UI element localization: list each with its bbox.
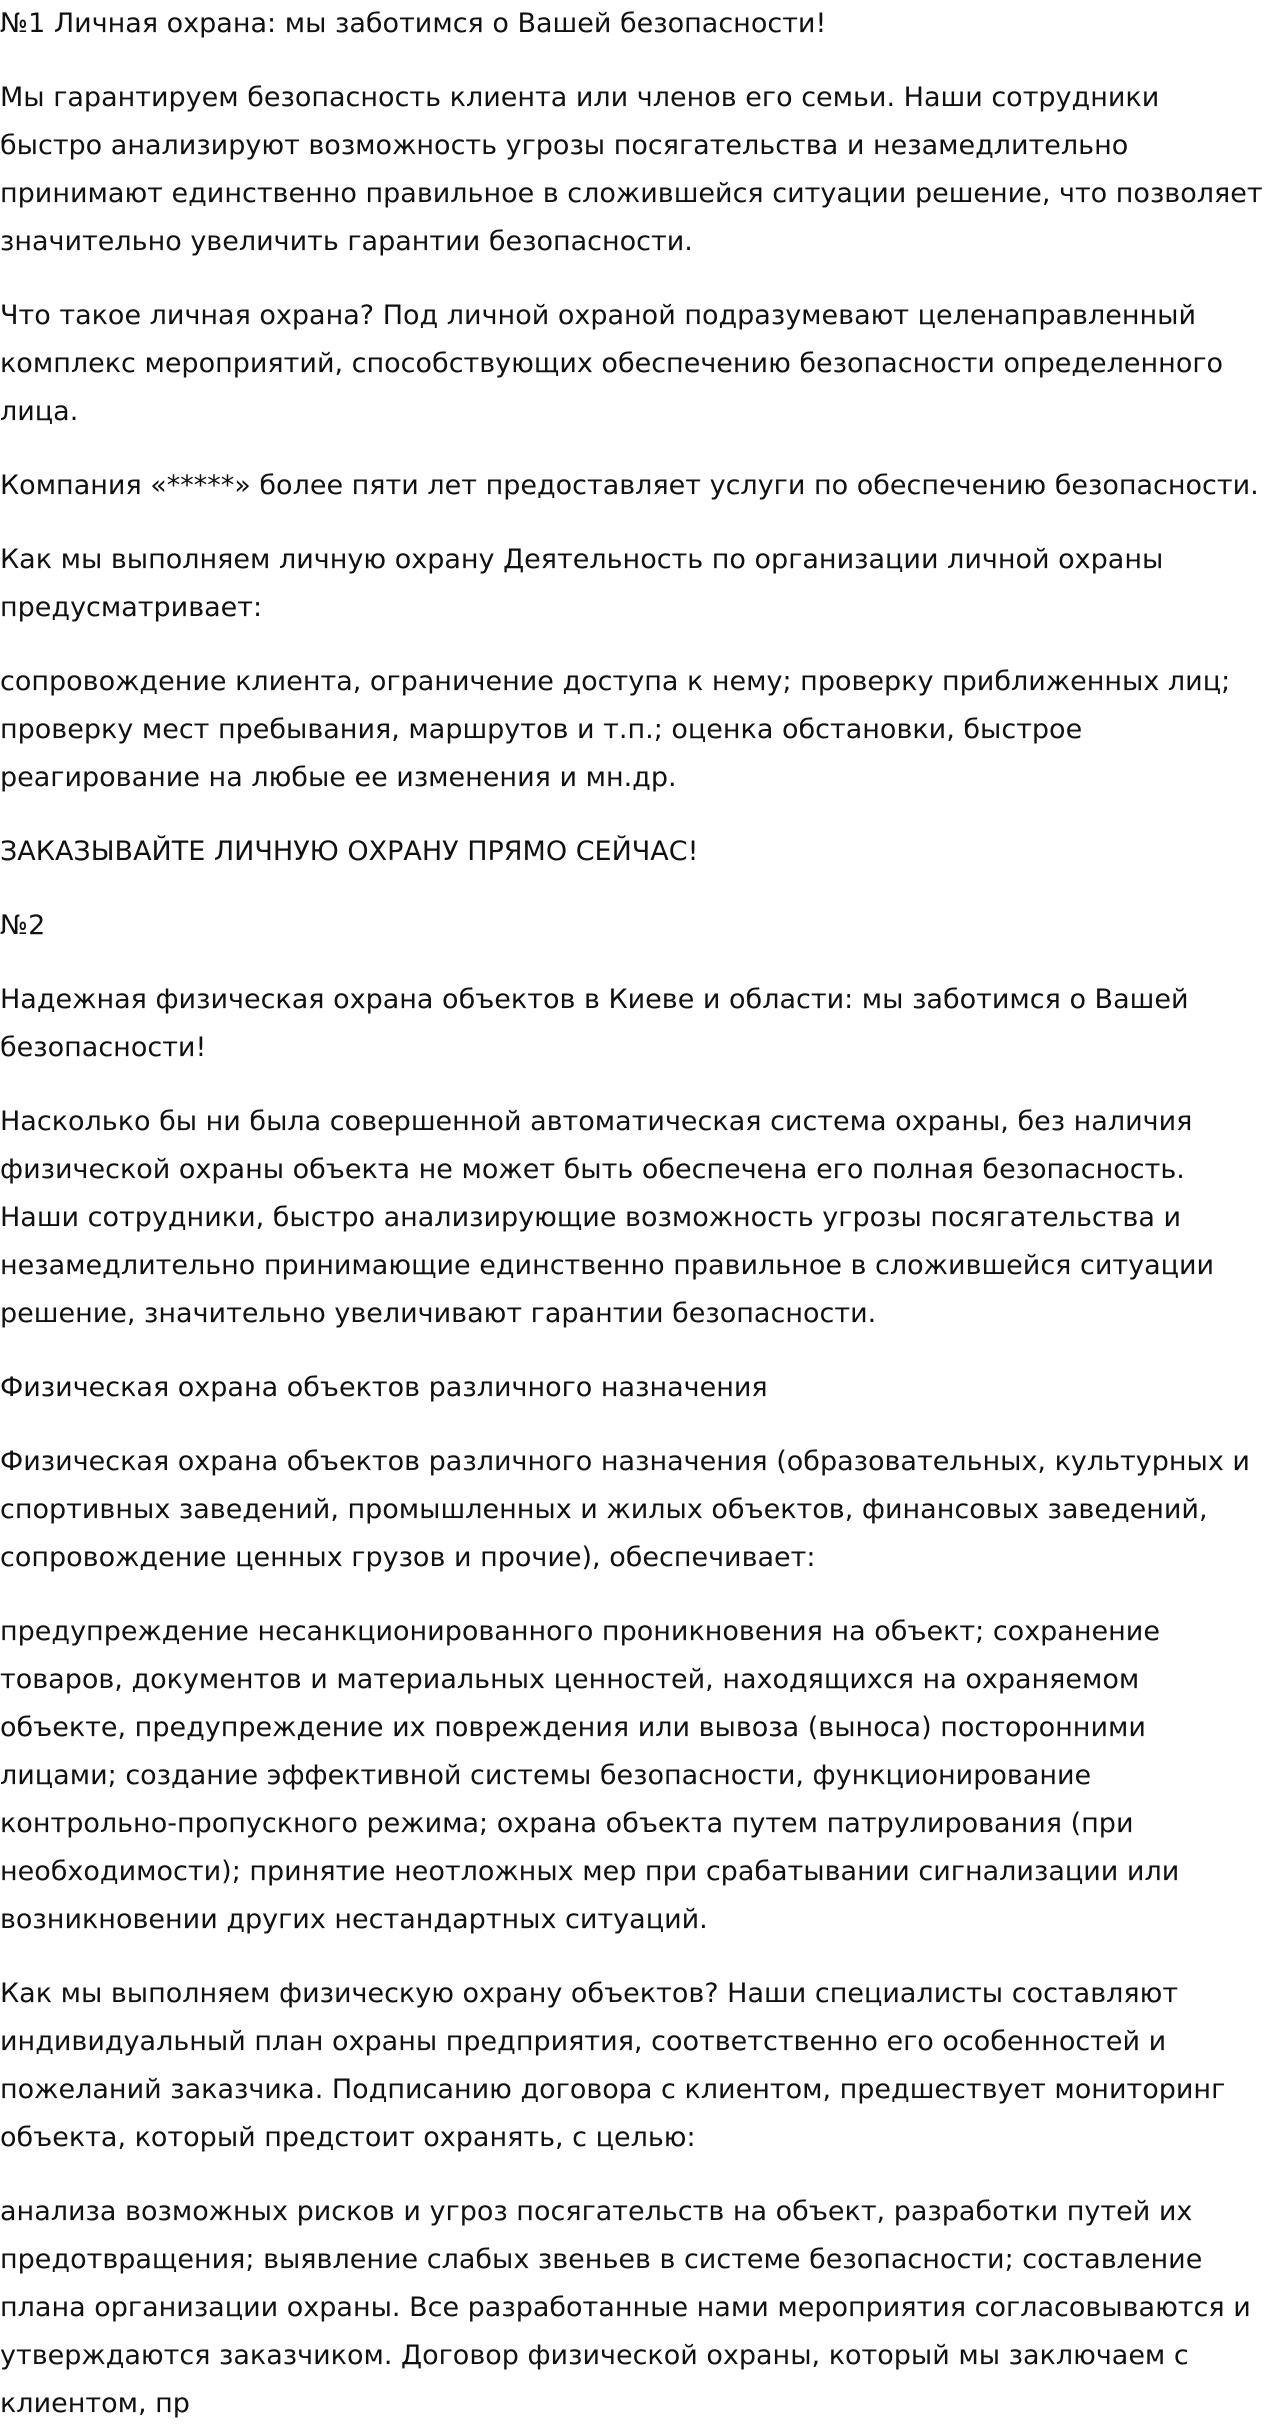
paragraph: Насколько бы ни была совершенной автоматическая система охраны, без наличия физической охраны объекта не может быть обеспечена его полная безопасность. Наши сотрудники, быстро анализирующие возможность угрозы посягательства и незамедлительно принимающие единственно правильное в сложившейся ситуации решение, значительно увеличивают гарантии безопасности. <box>0 1106 1215 1329</box>
section-number: №2 <box>0 910 46 941</box>
paragraph: предупреждение несанкционированного проникновения на объект; сохранение товаров, документов и материальных ценностей, находящихся на охраняемом объекте, предупреждение их повреждения или вывоза (выноса) посторонними лицами; создание эффективной системы безопасности, функционирование контрольно-пропускного режима; охрана объекта путем патрулирования (при необходимости); принятие неотложных мер при срабатывании сигнализации или возникновении других нестандартных ситуаций. <box>0 1616 1180 1935</box>
paragraph: Как мы выполняем физическую охрану объектов? Наши специалисты составляют индивидуальный план охраны предприятия, соответственно его особенностей и пожеланий заказчика. Подписанию договора с клиентом, предшествует мониторинг объекта, который предстоит охранять, с целью: <box>0 1978 1226 2153</box>
paragraph-heading-1: №1 Личная охрана: мы заботимся о Вашей безопасности! <box>0 8 827 39</box>
paragraph-heading-2: Надежная физическая охрана объектов в Киеве и области: мы заботимся о Вашей безопасности! <box>0 984 1189 1063</box>
call-to-action: ЗАКАЗЫВАЙТЕ ЛИЧНУЮ ОХРАНУ ПРЯМО СЕЙЧАС! <box>0 836 699 867</box>
subheading: Физическая охрана объектов различного назначения <box>0 1372 768 1403</box>
paragraph: Физическая охрана объектов различного назначения (образовательных, культурных и спортивных заведений, промышленных и жилых объектов, финансовых заведений, сопровождение ценных грузов и прочие), обеспечивает: <box>0 1446 1250 1573</box>
paragraph: сопровождение клиента, ограничение доступа к нему; проверку приближенных лиц; проверку мест пребывания, маршрутов и т.п.; оценка обстановки, быстрое реагирование на любые ее изменения и мн.др. <box>0 666 1231 793</box>
paragraph: Мы гарантируем безопасность клиента или членов его семьи. Наши сотрудники быстро анализируют возможность угрозы посягательства и незамедлительно принимают единственно правильное в сложившейся ситуации решение, что позволяет значительно увеличить гарантии безопасности. <box>0 82 1263 257</box>
paragraph: Компания «*****» более пяти лет предоставляет услуги по обеспечению безопасности. <box>0 470 1259 501</box>
paragraph: Что такое личная охрана? Под личной охраной подразумевают целенаправленный комплекс мероприятий, способствующих обеспечению безопасности определенного лица. <box>0 300 1224 427</box>
paragraph: Как мы выполняем личную охрану Деятельность по организации личной охраны предусматривает: <box>0 544 1164 623</box>
paragraph: анализа возможных рисков и угроз посягательств на объект, разработки путей их предотвращения; выявление слабых звеньев в системе безопасности; составление плана организации охраны. Все разработанные нами мероприятия согласовываются и утверждаются заказчиком. Договор физической охраны, который мы заключаем с клиентом, пр <box>0 2196 1251 2419</box>
